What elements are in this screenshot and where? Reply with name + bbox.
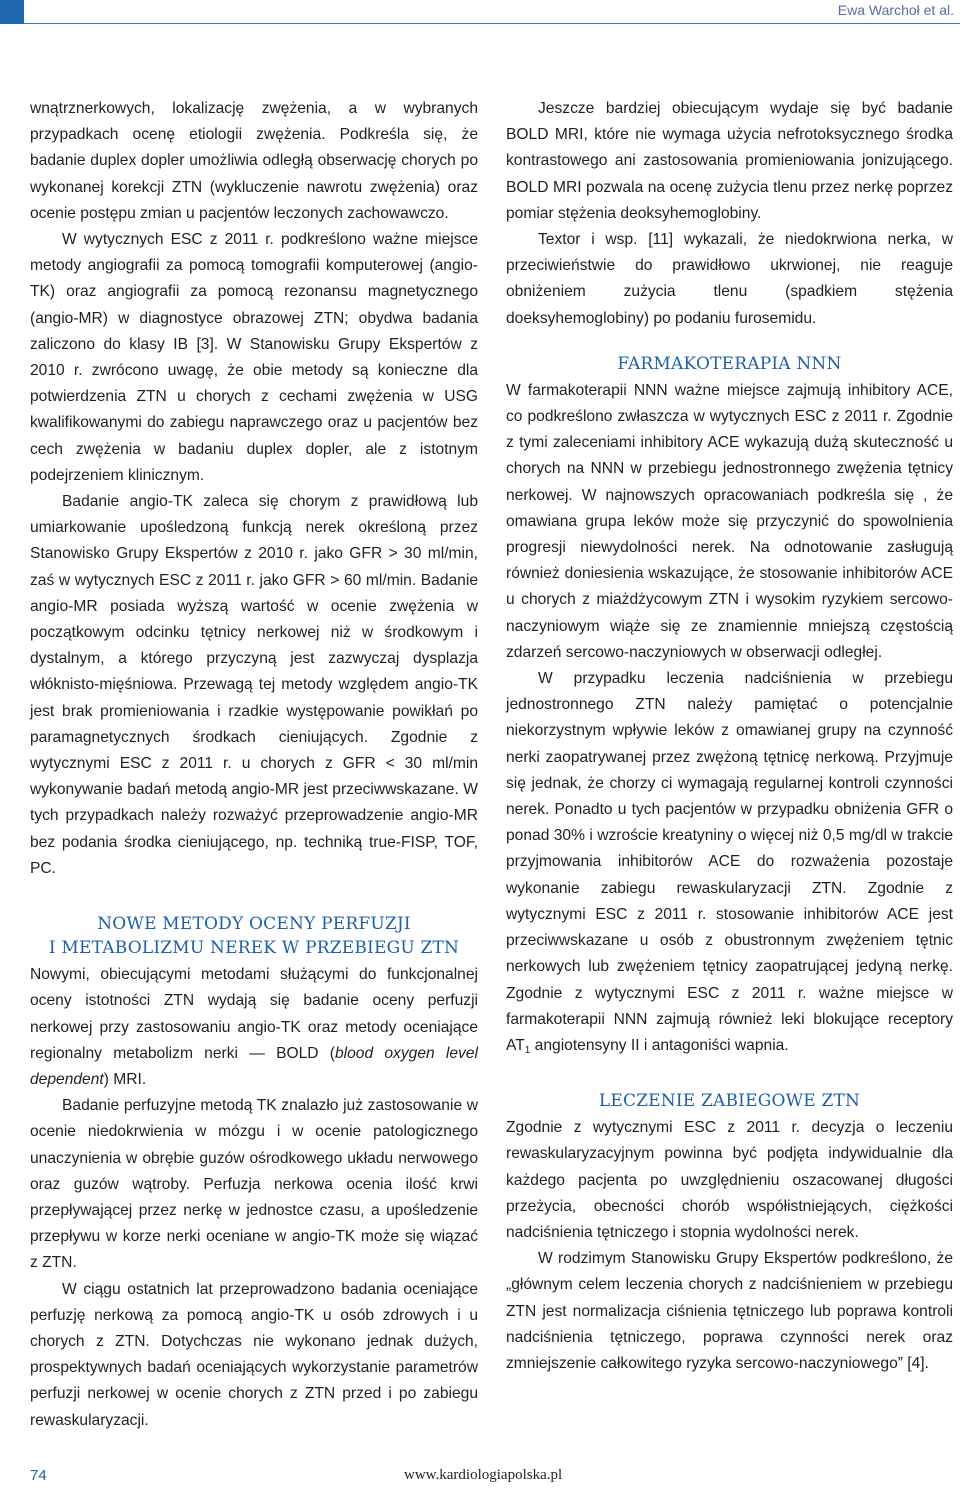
footer-url: www.kardiologiapolska.pl	[404, 1467, 563, 1483]
paragraph: W farmakoterapii NNN ważne miejsce zajmują inhibitory ACE, co podkreślono zwłaszcza w wytycznych ESC z 2011 r. Zgodnie z tymi zaleceniami inhibitory ACE wykazują dużą skuteczność u chorych na NNN w przebiegu jednostronnego zwężenia tętnicy nerkowej. W najnowszych opracowaniach podkreśla się , że omawiana grupa leków może się przyczynić do spowolnienia progresji niewydolności nerek. Na odnotowanie zasługują również doniesienia wskazujące, że stosowanie inhibitorów ACE u chorych z miażdżycowym ZTN i wysokim ryzykiem sercowo-naczyniowym wiąże się ze znamiennie mniejszą częstością zdarzeń sercowo-naczyniowych w obserwacji odległej.	[506, 381, 953, 661]
running-head: Ewa Warchoł et al.	[837, 2, 954, 18]
text-run: Nowymi, obiecującymi metodami służącymi do funkcjonalnej oceny istotności ZTN wydają się badanie oceny perfuzji nerkowej przy zastosowaniu angio-TK oraz metody oceniające regionalny metabolizm nerki — BOLD (	[30, 966, 478, 1062]
left-column	[30, 96, 478, 1434]
paragraph: W wytycznych ESC z 2011 r. podkreślono ważne miejsce metody angiografii za pomocą tomografii komputerowej (angio-TK) oraz angiografii za pomocą rezonansu magnetycznego (angio-MR) w diagnostyce obrazowej ZTN; obydwa badania zaliczono do klasy IB [3]. W Stanowisku Grupy Ekspertów z 2010 r. zwrócono uwagę, że obie metody są konieczne dla potwierdzenia ZTN u chorych z cechami zwężenia w USG kwalifikowanymi do zabiegu naprawczego oraz u pacjentów bez cech zwężenia w badaniu duplex dopler, ale z istotnym podejrzeniem klinicznym.	[30, 231, 478, 484]
heading-line: NOWE METODY OCENY PERFUZJI	[97, 914, 411, 935]
text-run: ) MRI.	[103, 1070, 147, 1088]
section-heading-perfusion	[30, 912, 478, 960]
heading-line: I METABOLIZMU NEREK W PRZEBIEGU ZTN	[48, 938, 460, 959]
header-rule	[24, 23, 960, 24]
section-heading-surgical-treatment: LECZENIE ZABIEGOWE ZTN	[598, 1091, 861, 1112]
paragraph: W ciągu ostatnich lat przeprowadzono badania oceniające perfuzję nerkową za pomocą angio-TK u osób zdrowych i u chorych z ZTN. Dotychczas nie wykonano jednak dużych, prospektywnych badań oceniających wykorzystanie parametrów perfuzji nerkowej w ocenie chorych z ZTN przed i po zabiegu rewaskularyzacji.	[30, 1280, 478, 1429]
paragraph: Jeszcze bardziej obiecującym wydaje się być badanie BOLD MRI, które nie wymaga użycia nefrotoksycznego środka kontrastowego ani zastosowania promieniowania jonizującego. BOLD MRI pozwala na ocenę zużycia tlenu przez nerkę poprzez pomiar stężenia deoksyhemoglobiny.	[506, 100, 953, 222]
paragraph: Zgodnie z wytycznymi ESC z 2011 r. decyzja o leczeniu rewaskularyzacyjnym powinna być podjęta indywidualnie dla każdego pacjenta po uwzględnieniu oszacowanej długości przeżycia, obecności chorób współistniejących, ciężkości nadciśnienia tętniczego i stopnia wydolności nerek.	[506, 1119, 953, 1241]
paragraph	[506, 666, 953, 1059]
text-run: W przypadku leczenia nadciśnienia w przebiegu jednostronnego ZTN należy pamiętać o potencjalnie niekorzystnym wpływie leków z omawianej grupy na czynność nerki zaopatrywanej przez zwężoną tętnicę nerkową. Przyjmuje się jednak, że chorzy ci wymagają regularnej kontroli czynności nerek. Ponadto u tych pacjentów w przypadku obniżenia GFR o ponad 30% i wzroście kreatyniny o więcej niż 0,5 mg/dl w trakcie przyjmowania inhibitorów ACE do rozważenia pozostaje wykonanie zabiegu rewaskularyzacji ZTN. Zgodnie z wytycznymi ESC z 2011 r. stosowanie inhibitorów ACE jest przeciwwskazane u osób z obustronnym zwężeniem tętnic nerkowych lub zwężeniem tętnicy zaopatrującej jedyną nerkę. Zgodnie z wytycznymi ESC z 2011 r. ważne miejsce w farmakoterapii NNN zajmują również leki blokujące receptory AT	[506, 670, 953, 1054]
header-accent-square	[0, 0, 24, 24]
text-run: angiotensyny II i antagoniści wapnia.	[530, 1036, 789, 1054]
paragraph: W rodzimym Stanowisku Grupy Ekspertów podkreślono, że „głównym celem leczenia chorych z nadciśnieniem w przebiegu ZTN jest normalizacja ciśnienia tętniczego lub poprawa kontroli nadciśnienia tętniczego, poprawa czynności nerek oraz zmniejszenie całkowitego ryzyka sercowo-naczyniowego” [4].	[506, 1250, 953, 1372]
page-number: 74	[30, 1467, 47, 1484]
paragraph: Textor i wsp. [11] wykazali, że niedokrwiona nerka, w przeciwieństwie do prawidłowo ukrwionej, nie reaguje obniżeniem zużycia tlenu (spadkiem stężenia doeksyhemoglobiny) po podaniu furosemidu.	[506, 231, 953, 327]
right-column	[506, 96, 953, 1377]
italic-term: blood oxygen level dependent	[30, 1044, 478, 1088]
subscript: 1	[524, 1044, 531, 1056]
section-heading-pharmacotherapy: FARMAKOTERAPIA NNN	[617, 353, 842, 374]
paragraph: Badanie perfuzyjne metodą TK znalazło już zastosowanie w ocenie niedokrwienia w mózgu i w ocenie patologicznego unaczynienia w obrębie guzów ośrodkowego układu nerwowego oraz guzów wątroby. Perfuzja nerkowa ocenia ilość krwi przepływającej przez nerkę w jednostce czasu, a upośledzenie przepływu w korze nerki oceniane w angio-TK może się wiązać z ZTN.	[30, 1097, 478, 1272]
paragraph: wnątrznerkowych, lokalizację zwężenia, a w wybranych przypadkach ocenę etiologii zwężenia. Podkreśla się, że badanie duplex dopler umożliwia odległą obserwację chorych po wykonanej korekcji ZTN (wykluczenie nawrotu zwężenia) oraz ocenie postępu zmian u pacjentów leczonych zachowawczo.	[30, 100, 478, 222]
header-bar	[0, 0, 960, 28]
paragraph	[30, 962, 478, 1093]
paragraph: Badanie angio-TK zaleca się chorym z prawidłową lub umiarkowanie upośledzoną funkcją nerek określoną przez Stanowisko Grupy Ekspertów z 2010 r. jako GFR > 30 ml/min, zaś w wytycznych ESC z 2011 r. jako GFR > 60 ml/min. Badanie angio-MR posiada wyższą wartość w ocenie zwężenia w początkowym odcinku tętnicy nerkowej niż w środkowym i dystalnym, a którego przyczyną jest zazwyczaj dysplazja włóknisto-mięśniowa. Przewagą tej metody względem angio-TK jest brak promieniowania i rzadkie występowanie powikłań po paramagnetycznych środkach cieniujących. Zgodnie z wytycznymi ESC z 2011 r. u chorych z GFR < 30 ml/min wykonywanie badań metodą angio-MR jest przeciwwskazane. W tych przypadkach należy rozważyć przeprowadzenie angio-MR bez podania środka cieniującego, np. techniką true-FISP, TOF, PC.	[30, 493, 478, 877]
